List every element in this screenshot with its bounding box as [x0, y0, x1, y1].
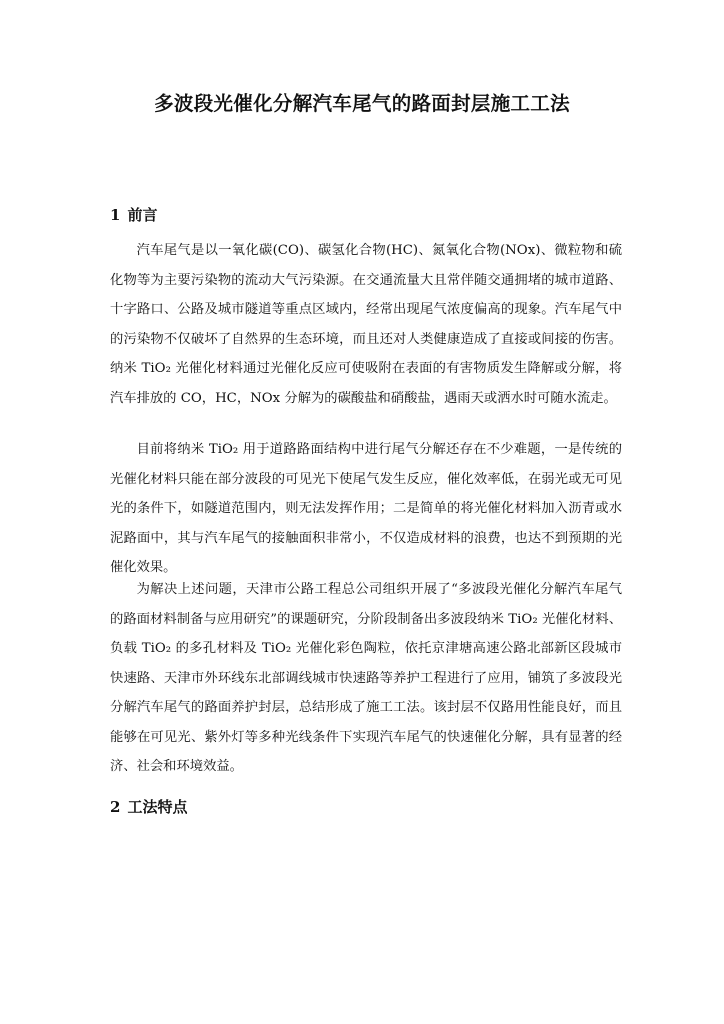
section-heading-text: 工法特点: [127, 798, 188, 816]
paragraph-text: 为解决上述问题，天津市公路工程总公司组织开展了“多波段光催化分解汽车尾气的路面材料制备与应用研究”的课题研究，分阶段制备出多波段纳米 TiO₂ 光催化材料、负载 TiO₂ 的多孔材料及 TiO₂ 光催化彩色陶粒，依托京津塘高速公路北部新区段城市快速路、天津市外环线东北部调线城市快速路等养护工程进行了应用，铺筑了多波段光分解汽车尾气的路面养护封层，总结形成了施工工法。该封层不仅路用性能良好，而且能够在可见光、紫外灯等多种光线条件下实现汽车尾气的快速催化分解，具有显著的经济、社会和环境效益。: [110, 582, 622, 774]
paragraph-text: 目前将纳米 TiO₂ 用于道路路面结构中进行尾气分解还存在不少难题，一是传统的光催化材料只能在部分波段的可见光下使尾气发生反应，催化效率低，在弱光或无可见光的条件下，如隧道范围内，则无法发挥作用；二是简单的将光催化材料加入沥青或水泥路面中，其与汽车尾气的接触面积非常小，不仅造成材料的浪费，也达不到预期的光催化效果。: [110, 442, 622, 575]
paragraph-intro-2: [110, 435, 622, 583]
paragraph-intro-1: [110, 236, 622, 413]
section-heading-2: [110, 796, 187, 817]
section-number: 1: [110, 206, 121, 224]
document-title: 多波段光催化分解汽车尾气的路面封层施工工法: [154, 92, 570, 115]
section-heading-text: 前言: [127, 206, 158, 224]
section-heading-1: [110, 204, 157, 225]
paragraph-text: 汽车尾气是以一氧化碳(CO)、碳氢化合物(HC)、氮氧化合物(NOx)、微粒物和硫化物等为主要污染物的流动大气污染源。在交通流量大且常伴随交通拥堵的城市道路、十字路口、公路及城市隧道等重点区域内，经常出现尾气浓度偏高的现象。汽车尾气中的污染物不仅破坏了自然界的生态环境，而且还对人类健康造成了直接或间接的伤害。纳米 TiO₂ 光催化材料通过光催化反应可使吸附在表面的有害物质发生降解或分解，将汽车排放的 CO，HC，NOx 分解为的碳酸盐和硝酸盐，遇雨天或洒水时可随水流走。: [110, 243, 622, 406]
paragraph-intro-3: [110, 575, 622, 782]
section-number: 2: [110, 798, 121, 816]
